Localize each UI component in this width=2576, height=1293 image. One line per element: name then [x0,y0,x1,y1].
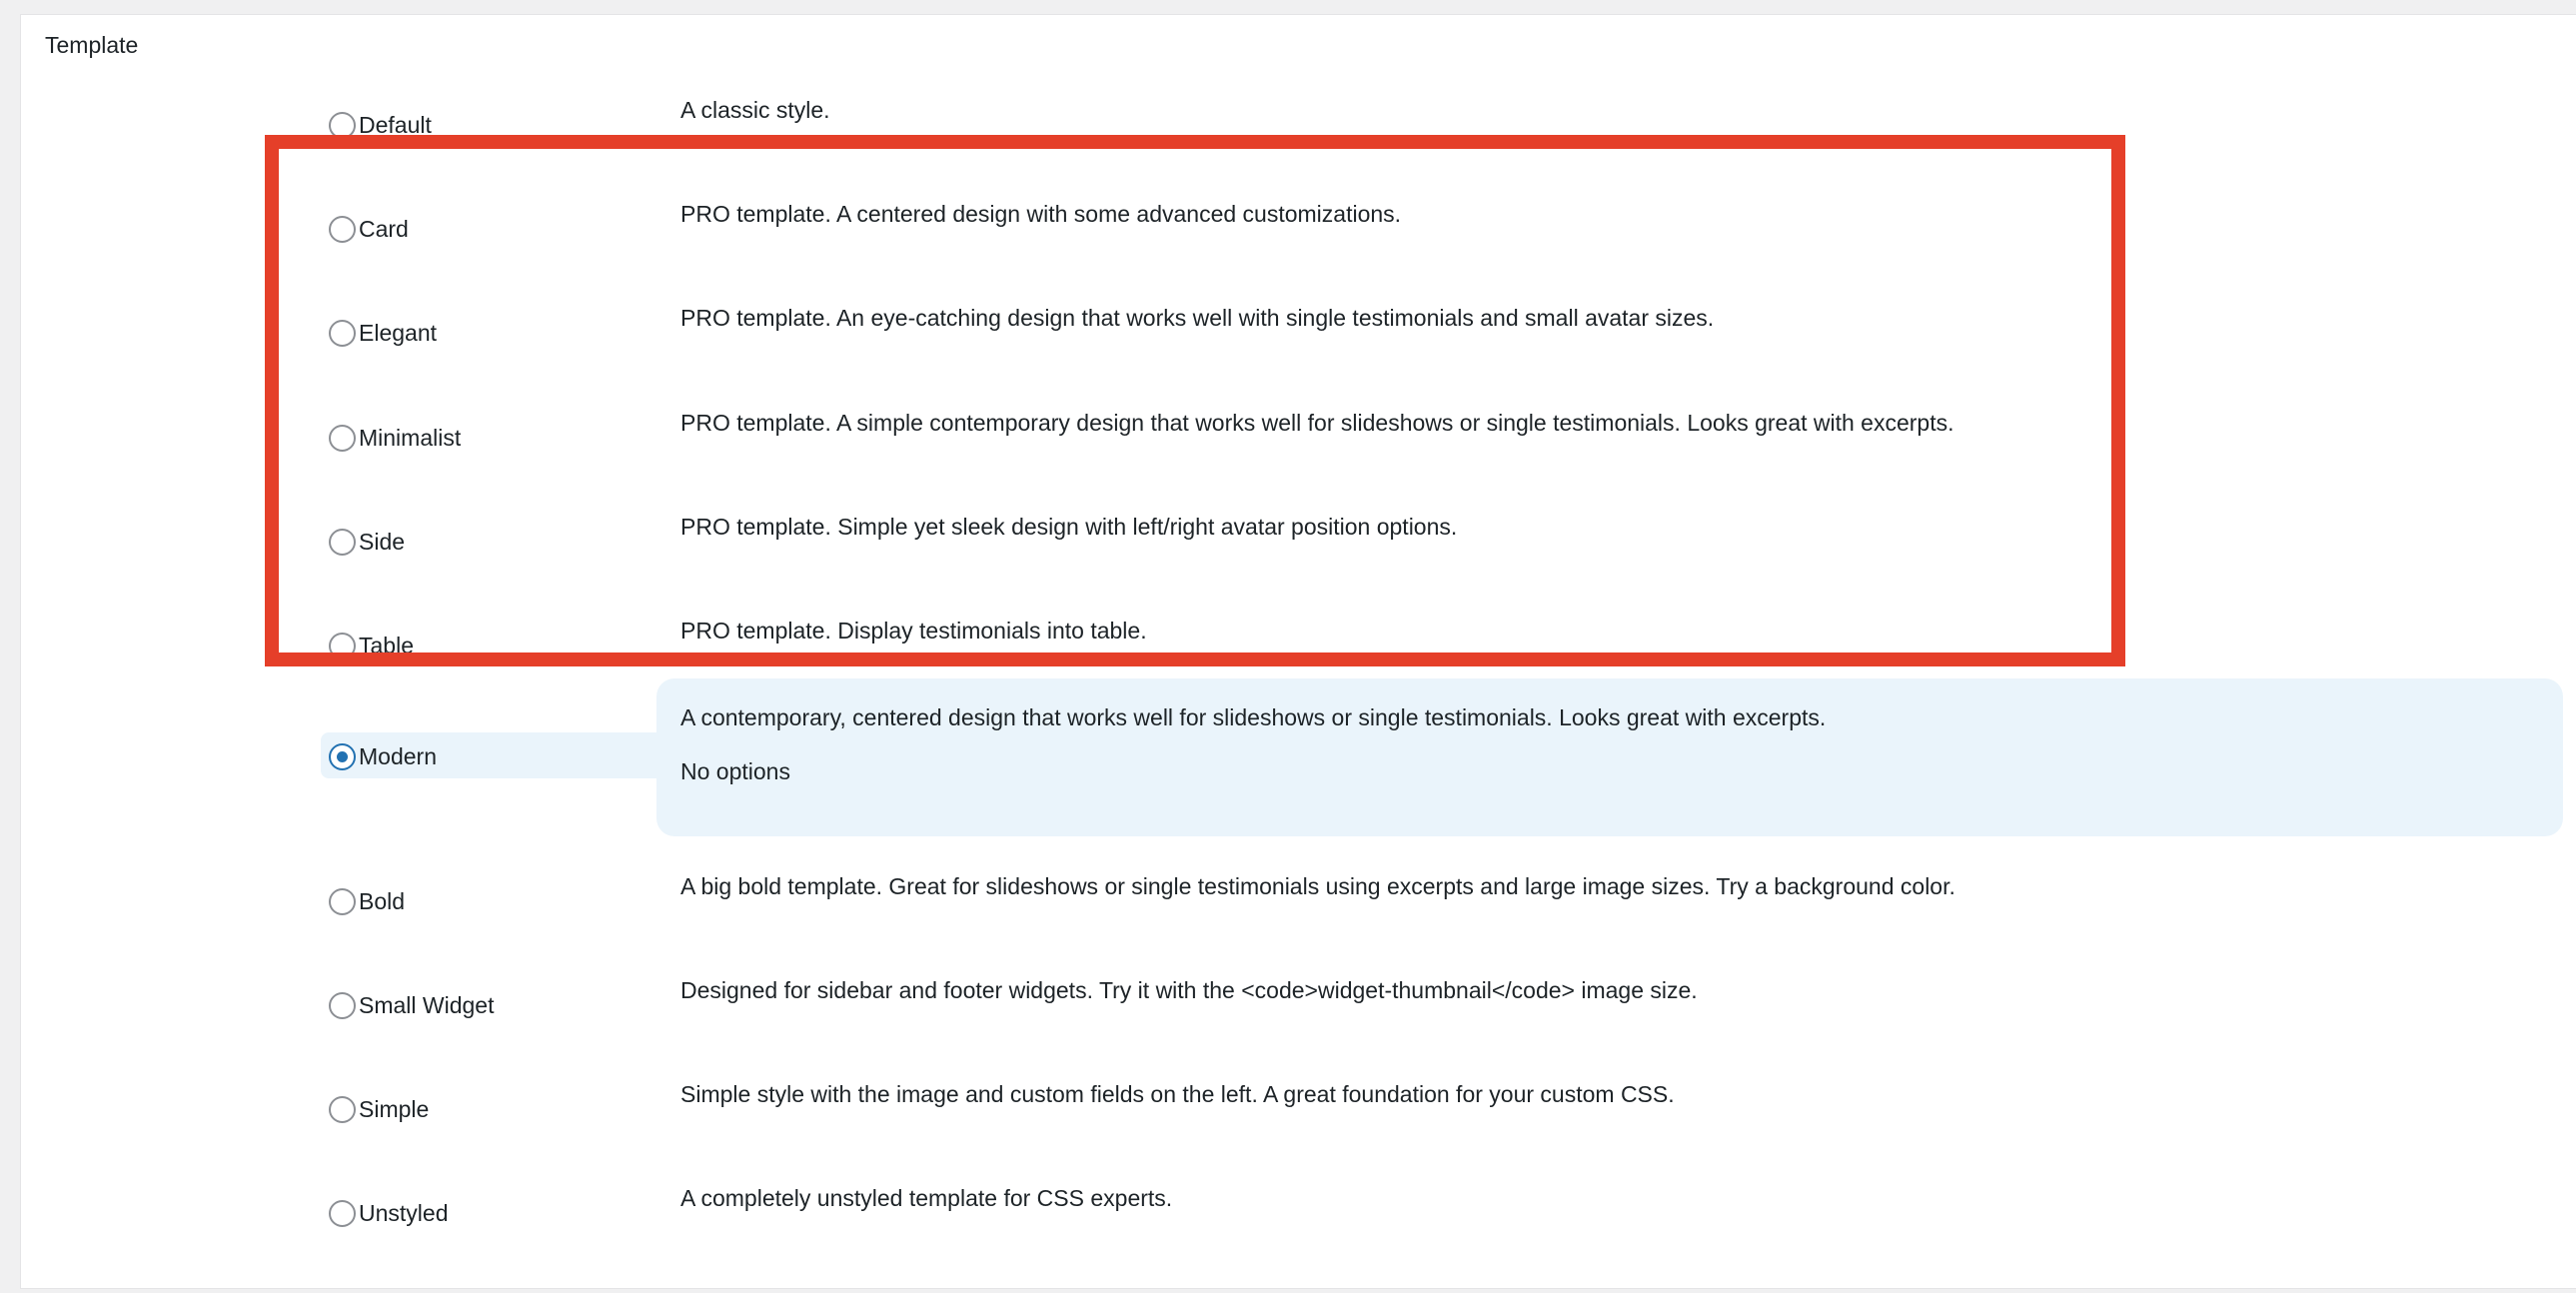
radio-minimalist[interactable] [329,425,356,452]
template-option-minimalist[interactable] [329,414,461,462]
template-desc-minimalist: PRO template. A simple contemporary design that works well for slideshows or single testimonials. Looks great with excerpts. [680,410,1954,436]
template-label-modern: Modern [359,742,437,769]
template-option-unstyled[interactable] [329,1189,448,1237]
template-desc-default: A classic style. [680,97,830,123]
radio-default[interactable] [329,112,356,139]
template-row-simple [21,1079,2576,1139]
template-label-unstyled: Unstyled [359,1199,449,1226]
radio-bold[interactable] [329,888,356,915]
template-row-card [21,199,2576,259]
template-option-card[interactable] [329,205,409,253]
radio-simple[interactable] [329,1096,356,1123]
template-label-minimalist: Minimalist [359,424,462,451]
template-desc-elegant: PRO template. An eye-catching design that works well with single testimonials and small avatar sizes. [680,305,1715,331]
template-label-bold: Bold [359,887,406,914]
template-option-table[interactable] [329,622,414,669]
template-row-bold [21,871,2576,931]
template-label-table: Table [359,632,414,658]
radio-side[interactable] [329,529,356,556]
template-option-small-widget[interactable] [329,981,494,1029]
template-label-simple: Simple [359,1095,430,1122]
template-row-side [21,512,2576,572]
template-desc-small-widget: Designed for sidebar and footer widgets. Try it with the <code>widget-thumbnail</code> image size. [680,977,1698,1003]
radio-card[interactable] [329,216,356,243]
template-options-modern: No options [680,758,790,784]
template-option-simple[interactable] [329,1085,429,1133]
template-desc-unstyled: A completely unstyled template for CSS experts. [680,1185,1173,1211]
template-options-panel-modern [656,678,2563,836]
template-row-elegant [21,303,2576,363]
template-label-default: Default [359,111,432,138]
template-desc-card: PRO template. A centered design with some advanced customizations. [680,201,1402,227]
template-option-default[interactable] [329,101,432,149]
radio-small-widget[interactable] [329,992,356,1019]
template-desc-modern: A contemporary, centered design that works well for slideshows or single testimonials. Looks great with excerpts. [680,704,1827,730]
radio-unstyled[interactable] [329,1200,356,1227]
template-option-side[interactable] [329,518,405,566]
template-label-small-widget: Small Widget [359,991,495,1018]
template-desc-table: PRO template. Display testimonials into table. [680,618,1147,644]
template-settings-panel [20,14,2576,1289]
radio-modern[interactable] [329,743,356,770]
section-title: Template [45,32,139,58]
template-option-bold[interactable] [329,877,405,925]
radio-table[interactable] [329,633,356,659]
template-desc-side: PRO template. Simple yet sleek design with left/right avatar position options. [680,514,1458,540]
template-label-side: Side [359,528,406,555]
template-option-modern[interactable] [329,732,437,780]
radio-elegant[interactable] [329,320,356,347]
template-label-card: Card [359,215,409,242]
template-desc-bold: A big bold template. Great for slideshows or single testimonials using excerpts and large image sizes. Try a background color. [680,873,1955,899]
template-option-elegant[interactable] [329,309,437,357]
template-row-table [21,616,2576,675]
template-row-small-widget [21,975,2576,1035]
template-label-elegant: Elegant [359,319,438,346]
template-desc-simple: Simple style with the image and custom fields on the left. A great foundation for your custom CSS. [680,1081,1675,1107]
template-row-minimalist [21,408,2576,468]
template-row-unstyled [21,1183,2576,1243]
template-row-default [21,95,2576,155]
